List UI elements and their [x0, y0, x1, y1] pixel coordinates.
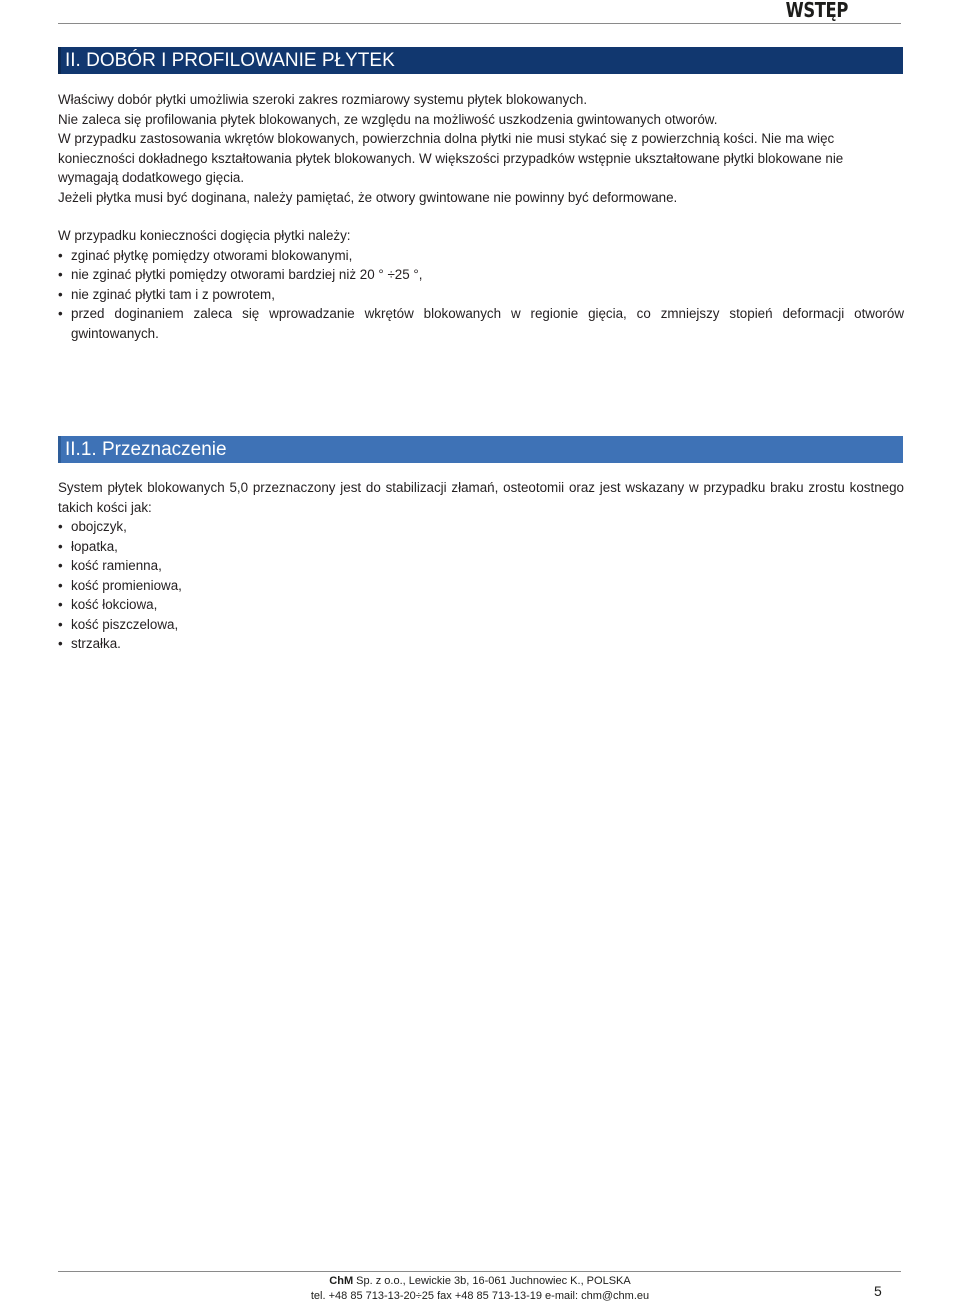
running-header: WSTĘP: [785, 0, 848, 22]
intro-block: [58, 90, 904, 207]
intro-line-4: Jeżeli płytka musi być doginana, należy pamiętać, że otwory gwintowane nie powinny być deformowane.: [58, 189, 678, 205]
list-item: • obojczyk,: [58, 517, 904, 537]
company-name: ChM: [329, 1275, 354, 1287]
footer-address: [0, 1274, 960, 1289]
list-item: • zginać płytkę pomiędzy otworami blokowanymi,: [58, 246, 904, 266]
list-item: • nie zginać płytki tam i z powrotem,: [58, 285, 904, 305]
list-item: • strzałka.: [58, 634, 904, 654]
list-item: • kość piszczelowa,: [58, 615, 904, 635]
list-item: • nie zginać płytki pomiędzy otworami bardziej niż 20 ° ÷25 °,: [58, 265, 904, 285]
bending-lead: W przypadku konieczności dogięcia płytki należy:: [58, 228, 351, 243]
list-item: • łopatka,: [58, 537, 904, 557]
intro-line-1: Właściwy dobór płytki umożliwia szeroki zakres rozmiarowy systemu płytek blokowanych.: [58, 92, 588, 107]
section-heading-purpose: II.1. Przeznaczenie: [58, 436, 903, 463]
page-number: 5: [874, 1283, 882, 1299]
header-divider: [58, 23, 901, 24]
bending-block: [58, 226, 904, 343]
section-heading-main: II. DOBÓR I PROFILOWANIE PŁYTEK: [58, 47, 903, 74]
list-item: • kość łokciowa,: [58, 595, 904, 615]
footer-contact: tel. +48 85 713-13-20÷25 fax +48 85 713-13-19 e-mail: chm@chm.eu: [310, 1290, 650, 1302]
list-item: • kość ramienna,: [58, 556, 904, 576]
company-address: Sp. z o.o., Lewickie 3b, 16-061 Juchnowiec K., POLSKA: [353, 1275, 631, 1287]
list-item: • przed doginaniem zaleca się wprowadzanie wkrętów blokowanych w regionie gięcia, co zmniejszy stopień deformacji otworów gwintowanych.: [58, 304, 904, 343]
purpose-lead: System płytek blokowanych 5,0 przeznaczony jest do stabilizacji złamań, osteotomii oraz jest wskazany w przypadku braku zrostu kostnego takich kości jak:: [58, 480, 904, 515]
intro-line-2: Nie zaleca się profilowania płytek blokowanych, ze względu na możliwość uszkodzenia gwintowanych otworów.: [58, 111, 718, 127]
footer-divider: [58, 1271, 901, 1272]
list-item: • kość promieniowa,: [58, 576, 904, 596]
bone-list: [58, 517, 904, 654]
intro-line-3: W przypadku zastosowania wkrętów blokowanych, powierzchnia dolna płytki nie musi stykać się z powierzchnią kości. Nie ma więc konieczności dokładnego kształtowania płytek blokowanych. W większości przypadków wstępnie ukształtowane płytki blokowane nie wymagają dodatkowego gięcia.: [58, 131, 844, 185]
bending-list: [58, 246, 904, 344]
purpose-block: [58, 478, 904, 654]
